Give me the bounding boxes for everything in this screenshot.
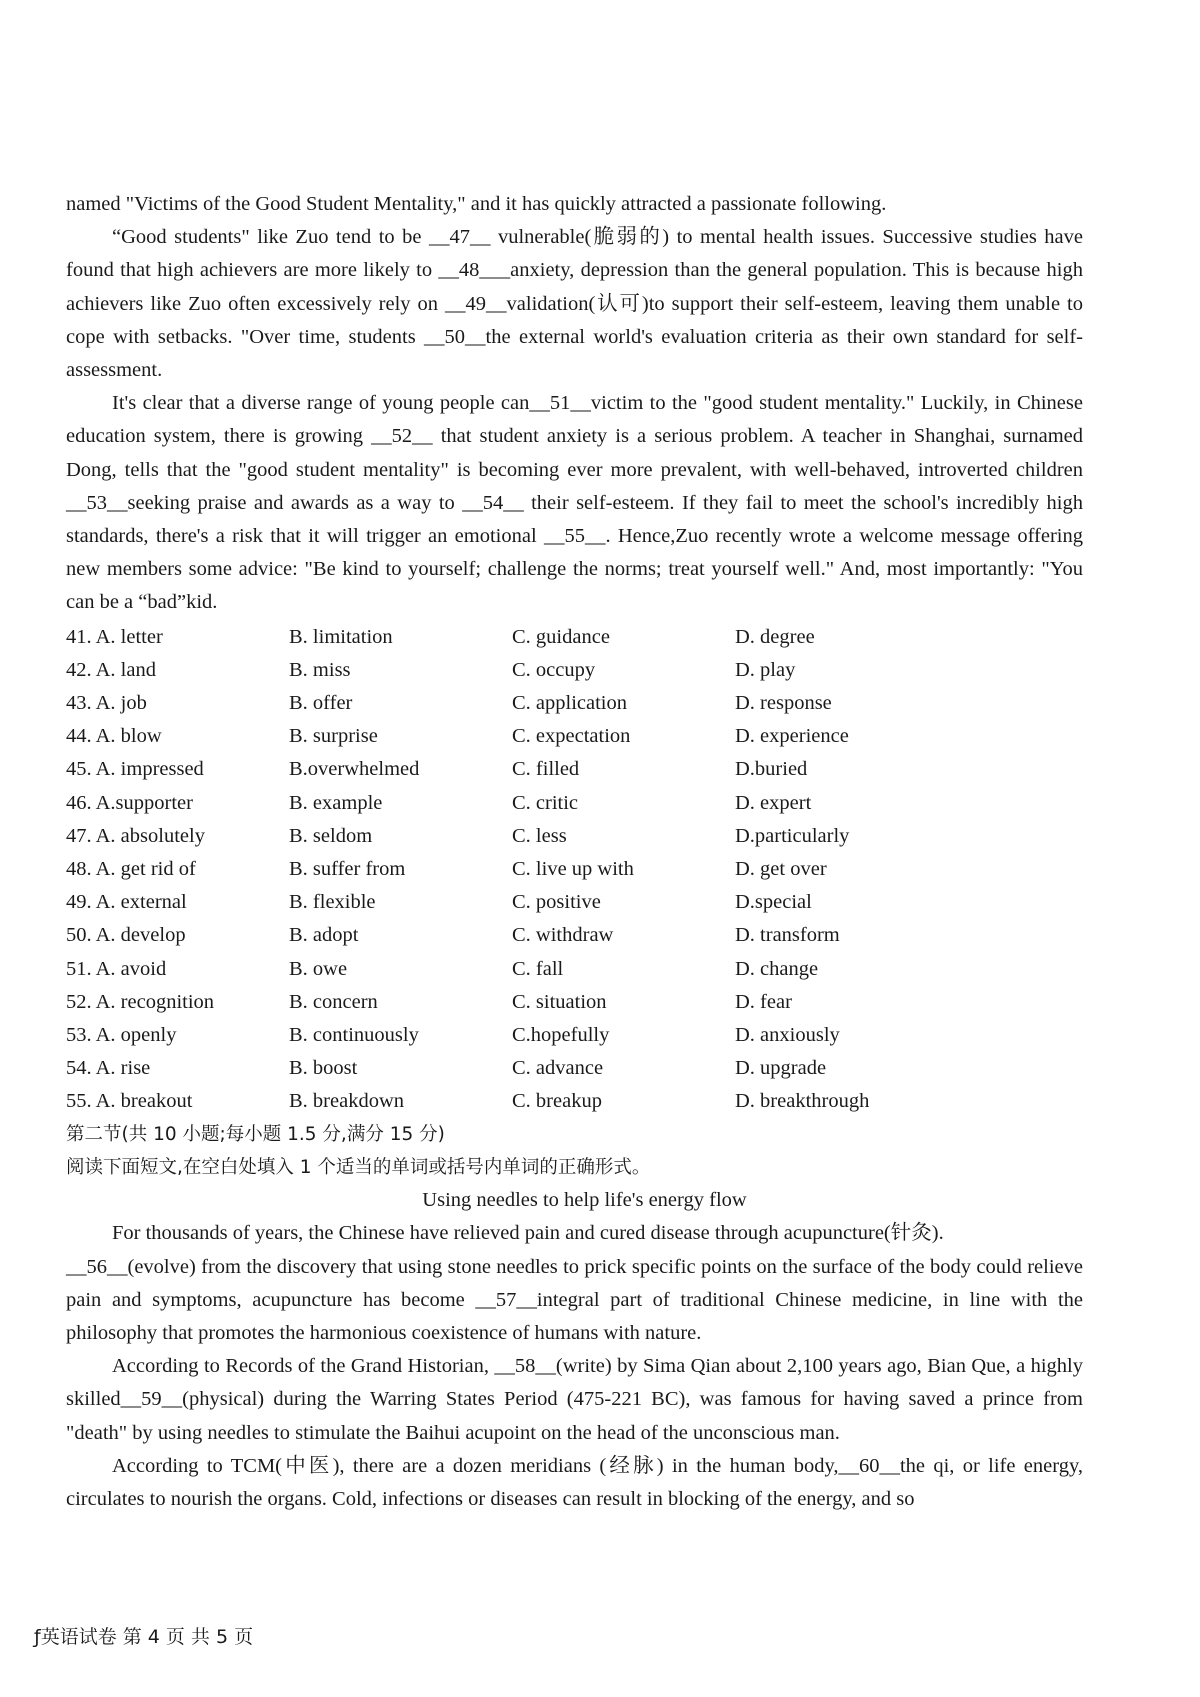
- option-a: 47. A. absolutely: [66, 824, 205, 847]
- option-b: B. breakdown: [289, 1090, 405, 1113]
- page-footer: ƒ英语试卷 第 4 页 共 5 页: [34, 1626, 254, 1648]
- option-b: B. example: [289, 791, 383, 814]
- option-d: D. transform: [735, 924, 840, 947]
- option-a: 42. A. land: [66, 658, 156, 681]
- passage2-paragraph-1: For thousands of years, the Chinese have relieved pain and cured disease through acupuncture(针灸).: [112, 1222, 944, 1245]
- option-a: 49. A. external: [66, 891, 187, 914]
- option-a: 44. A. blow: [66, 725, 162, 748]
- passage1-paragraph-0: named "Victims of the Good Student Mentality," and it has quickly attracted a passionate following.: [66, 193, 887, 215]
- option-b: B. miss: [289, 658, 351, 681]
- option-d: D. fear: [735, 990, 792, 1013]
- option-d: D. expert: [735, 791, 812, 814]
- option-row-53: [66, 1019, 1083, 1052]
- option-b: B. continuously: [289, 1023, 419, 1046]
- option-a: 54. A. rise: [66, 1057, 151, 1080]
- option-c: C. advance: [512, 1057, 604, 1080]
- option-row-55: [66, 1085, 1083, 1118]
- option-a: 46. A.supporter: [66, 791, 193, 814]
- option-row-46: [66, 787, 1083, 820]
- option-c: C. filled: [512, 758, 580, 781]
- option-a: 52. A. recognition: [66, 990, 215, 1013]
- option-b: B. limitation: [289, 625, 393, 648]
- option-d: D. get over: [735, 857, 827, 880]
- section2-instruction: 阅读下面短文,在空白处填入 1 个适当的单词或括号内单词的正确形式。: [66, 1157, 651, 1179]
- option-d: D. upgrade: [735, 1057, 827, 1080]
- option-d: D. change: [735, 957, 819, 980]
- section2-heading: 第二节(共 10 小题;每小题 1.5 分,满分 15 分): [66, 1124, 445, 1146]
- option-a: 50. A. develop: [66, 924, 186, 947]
- option-b: B. offer: [289, 692, 353, 715]
- passage2-paragraph-3: According to Records of the Grand Historian, __58__(write) by Sima Qian about 2,100 years ago, Bian Que, a highly skilled__59__(physical) during the Warring States Period (475-221 BC), was famous for having saved a prince from "death" by using needles to stimulate the Baihui acupoint on the head of the unconscious man.: [66, 1355, 1083, 1444]
- option-d: D.buried: [735, 758, 808, 781]
- option-row-42: [66, 654, 1083, 687]
- option-c: C. critic: [512, 791, 579, 814]
- option-a: 43. A. job: [66, 692, 147, 715]
- passage1-paragraph-1: “Good students" like Zuo tend to be __47__ vulnerable(脆弱的) to mental health issues. Successive studies have found that high achievers are more likely to __48___anxiety, depression than the general population. This is because high achievers like Zuo often excessively rely on __49__validation(认可)to support their self-esteem, leaving them unable to cope with setbacks. "Over time, students __50__the external world's evaluation criteria as their own standard for self-assessment.: [66, 226, 1083, 382]
- option-d: D. anxiously: [735, 1023, 840, 1046]
- option-d: D.particularly: [735, 824, 850, 847]
- option-b: B.overwhelmed: [289, 758, 420, 781]
- option-a: 48. A. get rid of: [66, 857, 196, 880]
- option-c: C.hopefully: [512, 1023, 610, 1046]
- option-c: C. withdraw: [512, 924, 614, 947]
- option-a: 45. A. impressed: [66, 758, 204, 781]
- option-c: C. guidance: [512, 625, 610, 648]
- option-row-49: [66, 886, 1083, 919]
- option-d: D.special: [735, 891, 812, 914]
- option-b: B. boost: [289, 1057, 358, 1080]
- passage2-paragraph-2: __56__(evolve) from the discovery that using stone needles to prick specific points on the surface of the body could relieve pain and symptoms, acupuncture has become __57__integral part of traditional Chinese medicine, in line with the philosophy that promotes the harmonious coexistence of humans with nature.: [66, 1255, 1083, 1345]
- option-a: 51. A. avoid: [66, 957, 167, 980]
- option-c: C. live up with: [512, 857, 634, 880]
- option-c: C. occupy: [512, 658, 596, 681]
- option-c: C. application: [512, 692, 628, 715]
- option-row-48: [66, 853, 1083, 886]
- option-d: D. response: [735, 692, 832, 715]
- option-b: B. surprise: [289, 725, 378, 748]
- page-content: [66, 188, 1083, 1516]
- option-a: 53. A. openly: [66, 1023, 177, 1046]
- option-row-51: [66, 953, 1083, 986]
- option-b: B. owe: [289, 957, 348, 980]
- option-c: C. fall: [512, 957, 564, 980]
- option-c: C. breakup: [512, 1090, 602, 1113]
- option-c: C. situation: [512, 990, 607, 1013]
- option-row-43: [66, 687, 1083, 720]
- option-b: B. seldom: [289, 824, 373, 847]
- option-d: D. experience: [735, 725, 849, 748]
- passage2-title: Using needles to help life's energy flow: [422, 1189, 747, 1212]
- passage2-paragraph-4: According to TCM(中医), there are a dozen meridians (经脉) in the human body,__60__the qi, or life energy, circulates to nourish the organs. Cold, infections or diseases can result in blocking of the energy, and so: [66, 1454, 1083, 1511]
- option-row-47: [66, 820, 1083, 853]
- option-row-54: [66, 1052, 1083, 1085]
- option-row-44: [66, 720, 1083, 753]
- option-a: 41. A. letter: [66, 625, 163, 648]
- passage1-paragraph-2: It's clear that a diverse range of young people can__51__victim to the "good student mentality." Luckily, in Chinese education system, there is growing __52__ that student anxiety is a serious problem. A teacher in Shanghai, surnamed Dong, tells that the "good student mentality" is becoming ever more prevalent, with well-behaved, introverted children __53__seeking praise and awards as a way to __54__ their self-esteem. If they fail to meet the school's incredibly high standards, there's a risk that it will trigger an emotional __55__. Hence,Zuo recently wrote a welcome message offering new members some advice: "Be kind to yourself; challenge the norms; treat yourself well." And, most importantly: "You can be a “bad”kid.: [66, 392, 1083, 614]
- option-d: D. play: [735, 658, 796, 681]
- option-b: B. suffer from: [289, 857, 406, 880]
- option-c: C. expectation: [512, 725, 631, 748]
- option-row-52: [66, 986, 1083, 1019]
- option-b: B. adopt: [289, 924, 359, 947]
- option-row-41: [66, 621, 1083, 654]
- option-b: B. concern: [289, 990, 378, 1013]
- option-b: B. flexible: [289, 891, 376, 914]
- option-c: C. less: [512, 824, 567, 847]
- option-d: D. degree: [735, 625, 815, 648]
- answer-options-list: [66, 621, 1083, 1119]
- option-row-45: [66, 753, 1083, 786]
- option-row-50: [66, 919, 1083, 952]
- option-d: D. breakthrough: [735, 1090, 870, 1113]
- option-c: C. positive: [512, 891, 601, 914]
- option-a: 55. A. breakout: [66, 1090, 193, 1113]
